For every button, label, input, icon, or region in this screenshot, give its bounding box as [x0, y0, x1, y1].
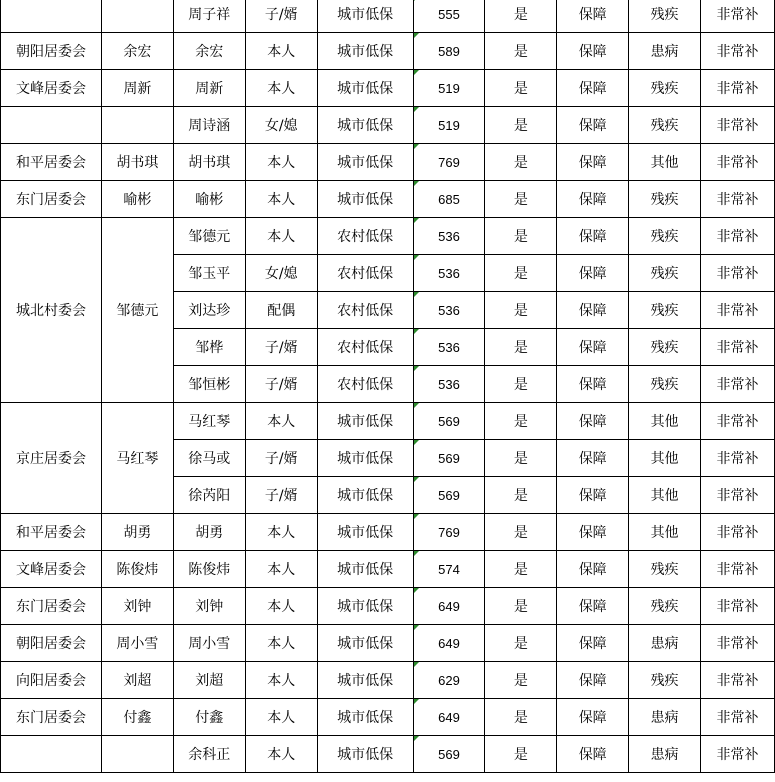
table-cell: 和平居委会 — [1, 514, 102, 551]
table-cell: 是 — [485, 107, 557, 144]
table-cell: 保障 — [557, 144, 629, 181]
table-cell: 女/媳 — [245, 107, 317, 144]
table-cell: 是 — [485, 514, 557, 551]
table-cell: 569 — [413, 440, 485, 477]
table-cell: 是 — [485, 551, 557, 588]
table-cell: 非常补 — [701, 662, 775, 699]
table-cell: 城市低保 — [317, 514, 413, 551]
table-cell: 本人 — [245, 625, 317, 662]
table-cell: 589 — [413, 33, 485, 70]
table-cell: 是 — [485, 366, 557, 403]
table-cell: 女/媳 — [245, 255, 317, 292]
table-cell: 保障 — [557, 699, 629, 736]
table-cell — [1, 736, 102, 773]
table-cell: 周新 — [173, 70, 245, 107]
table-cell: 邹恒彬 — [173, 366, 245, 403]
table-cell: 残疾 — [629, 329, 701, 366]
table-cell: 残疾 — [629, 292, 701, 329]
table-row — [1, 181, 775, 218]
table-cell: 非常补 — [701, 144, 775, 181]
table-cell: 和平居委会 — [1, 144, 102, 181]
table-cell: 685 — [413, 181, 485, 218]
table-cell: 余宏 — [101, 33, 173, 70]
table-cell: 其他 — [629, 403, 701, 440]
table-cell: 城市低保 — [317, 0, 413, 33]
table-cell: 649 — [413, 699, 485, 736]
table-row — [1, 514, 775, 551]
table-cell: 保障 — [557, 255, 629, 292]
table-row — [1, 0, 775, 33]
table-cell: 是 — [485, 699, 557, 736]
table-cell: 城市低保 — [317, 440, 413, 477]
table-row — [1, 70, 775, 107]
table-cell: 残疾 — [629, 70, 701, 107]
table-cell: 非常补 — [701, 477, 775, 514]
table-cell: 本人 — [245, 514, 317, 551]
table-cell: 刘达珍 — [173, 292, 245, 329]
table-cell: 519 — [413, 70, 485, 107]
table-cell: 保障 — [557, 477, 629, 514]
table-row — [1, 699, 775, 736]
table-cell: 非常补 — [701, 218, 775, 255]
table-cell: 胡勇 — [101, 514, 173, 551]
table-cell: 本人 — [245, 70, 317, 107]
table-cell: 649 — [413, 588, 485, 625]
table-cell: 非常补 — [701, 440, 775, 477]
table-cell: 残疾 — [629, 181, 701, 218]
table-cell: 其他 — [629, 144, 701, 181]
table-cell: 非常补 — [701, 588, 775, 625]
table-cell: 本人 — [245, 699, 317, 736]
table-cell: 569 — [413, 736, 485, 773]
table-cell: 非常补 — [701, 107, 775, 144]
table-cell: 本人 — [245, 181, 317, 218]
table-cell: 本人 — [245, 588, 317, 625]
table-cell: 是 — [485, 181, 557, 218]
table-cell: 周子祥 — [173, 0, 245, 33]
table-cell: 城市低保 — [317, 662, 413, 699]
table-cell: 保障 — [557, 33, 629, 70]
table-cell: 农村低保 — [317, 366, 413, 403]
table-cell: 非常补 — [701, 551, 775, 588]
table-cell: 胡勇 — [173, 514, 245, 551]
table-cell: 邹德元 — [173, 218, 245, 255]
table-cell: 城市低保 — [317, 33, 413, 70]
table-cell: 残疾 — [629, 0, 701, 33]
table-cell: 马红琴 — [173, 403, 245, 440]
table-cell: 文峰居委会 — [1, 551, 102, 588]
table-cell: 非常补 — [701, 625, 775, 662]
table-cell: 是 — [485, 0, 557, 33]
table-cell: 邹德元 — [101, 218, 173, 403]
table-cell: 保障 — [557, 551, 629, 588]
table-cell: 城市低保 — [317, 403, 413, 440]
table-cell: 配偶 — [245, 292, 317, 329]
table-cell: 残疾 — [629, 107, 701, 144]
table-cell: 本人 — [245, 218, 317, 255]
table-cell: 555 — [413, 0, 485, 33]
table-cell: 周小雪 — [173, 625, 245, 662]
table-cell — [101, 0, 173, 33]
table-cell: 是 — [485, 440, 557, 477]
table-cell: 城市低保 — [317, 588, 413, 625]
table-cell: 其他 — [629, 440, 701, 477]
table-cell: 是 — [485, 144, 557, 181]
table-cell: 马红琴 — [101, 403, 173, 514]
table-cell: 周诗涵 — [173, 107, 245, 144]
table-cell: 胡书琪 — [101, 144, 173, 181]
table-cell: 京庄居委会 — [1, 403, 102, 514]
table-cell: 患病 — [629, 699, 701, 736]
table-cell: 余科正 — [173, 736, 245, 773]
table-cell: 其他 — [629, 514, 701, 551]
table-cell: 574 — [413, 551, 485, 588]
table-cell — [101, 736, 173, 773]
table-cell: 是 — [485, 588, 557, 625]
table-cell: 569 — [413, 403, 485, 440]
table-cell: 子/婿 — [245, 0, 317, 33]
table-cell: 邹桦 — [173, 329, 245, 366]
table-row — [1, 736, 775, 773]
table-cell: 向阳居委会 — [1, 662, 102, 699]
table-cell: 本人 — [245, 33, 317, 70]
table-cell: 付鑫 — [101, 699, 173, 736]
table-cell: 非常补 — [701, 514, 775, 551]
table-row — [1, 662, 775, 699]
table-cell: 是 — [485, 625, 557, 662]
table-cell: 保障 — [557, 588, 629, 625]
table-cell: 残疾 — [629, 366, 701, 403]
table-cell: 是 — [485, 477, 557, 514]
table-cell: 子/婿 — [245, 329, 317, 366]
table-cell: 保障 — [557, 514, 629, 551]
table-cell: 是 — [485, 329, 557, 366]
table-cell: 是 — [485, 292, 557, 329]
table-cell: 城市低保 — [317, 551, 413, 588]
table-cell: 子/婿 — [245, 440, 317, 477]
table-cell: 本人 — [245, 403, 317, 440]
table-cell: 子/婿 — [245, 366, 317, 403]
table-cell: 朝阳居委会 — [1, 625, 102, 662]
table-cell: 本人 — [245, 736, 317, 773]
table-cell: 519 — [413, 107, 485, 144]
table-row — [1, 107, 775, 144]
table-cell: 患病 — [629, 33, 701, 70]
table-cell: 城市低保 — [317, 699, 413, 736]
table-cell — [1, 0, 102, 33]
table-cell: 非常补 — [701, 329, 775, 366]
table-cell: 769 — [413, 144, 485, 181]
table-cell: 刘超 — [101, 662, 173, 699]
table-cell: 付鑫 — [173, 699, 245, 736]
table-cell: 536 — [413, 366, 485, 403]
table-cell: 其他 — [629, 477, 701, 514]
table-cell: 陈俊炜 — [173, 551, 245, 588]
table-cell: 非常补 — [701, 70, 775, 107]
table-cell: 保障 — [557, 440, 629, 477]
table-cell: 农村低保 — [317, 329, 413, 366]
table-cell: 是 — [485, 403, 557, 440]
table-cell: 城市低保 — [317, 181, 413, 218]
table-cell: 邹玉平 — [173, 255, 245, 292]
table-cell: 是 — [485, 33, 557, 70]
table-cell: 629 — [413, 662, 485, 699]
table-cell: 患病 — [629, 736, 701, 773]
table-cell: 非常补 — [701, 181, 775, 218]
table-cell: 保障 — [557, 107, 629, 144]
table-cell: 文峰居委会 — [1, 70, 102, 107]
table-cell: 城市低保 — [317, 625, 413, 662]
table-cell: 保障 — [557, 403, 629, 440]
table-cell: 保障 — [557, 0, 629, 33]
table-cell: 刘钟 — [101, 588, 173, 625]
table-cell: 保障 — [557, 662, 629, 699]
table-cell: 保障 — [557, 329, 629, 366]
table-cell: 残疾 — [629, 218, 701, 255]
table-cell: 喻彬 — [101, 181, 173, 218]
table-cell: 非常补 — [701, 366, 775, 403]
table-cell: 536 — [413, 292, 485, 329]
table-cell: 非常补 — [701, 699, 775, 736]
table-cell: 是 — [485, 218, 557, 255]
table-cell: 保障 — [557, 292, 629, 329]
table-cell: 是 — [485, 255, 557, 292]
table-row — [1, 403, 775, 440]
table-cell: 是 — [485, 662, 557, 699]
table-cell: 是 — [485, 736, 557, 773]
table-cell: 农村低保 — [317, 255, 413, 292]
table-cell: 徐马或 — [173, 440, 245, 477]
table-cell: 徐芮阳 — [173, 477, 245, 514]
table-cell: 非常补 — [701, 33, 775, 70]
table-cell: 残疾 — [629, 588, 701, 625]
table-cell: 农村低保 — [317, 292, 413, 329]
table-cell: 周小雪 — [101, 625, 173, 662]
table-cell: 刘超 — [173, 662, 245, 699]
table-cell: 陈俊炜 — [101, 551, 173, 588]
table-cell: 残疾 — [629, 662, 701, 699]
table-cell: 本人 — [245, 551, 317, 588]
table-row — [1, 33, 775, 70]
table-cell: 胡书琪 — [173, 144, 245, 181]
table-cell: 本人 — [245, 144, 317, 181]
table-cell — [101, 107, 173, 144]
table-cell: 刘钟 — [173, 588, 245, 625]
table-cell: 536 — [413, 329, 485, 366]
table-cell: 非常补 — [701, 292, 775, 329]
table-cell: 保障 — [557, 736, 629, 773]
table-cell: 残疾 — [629, 255, 701, 292]
table-cell: 农村低保 — [317, 218, 413, 255]
table-cell: 患病 — [629, 625, 701, 662]
table-cell — [1, 107, 102, 144]
table-cell: 东门居委会 — [1, 181, 102, 218]
table-cell: 非常补 — [701, 255, 775, 292]
table-cell: 本人 — [245, 662, 317, 699]
table-cell: 城市低保 — [317, 736, 413, 773]
table-cell: 城市低保 — [317, 144, 413, 181]
table-cell: 保障 — [557, 70, 629, 107]
table-cell: 非常补 — [701, 0, 775, 33]
table-cell: 保障 — [557, 366, 629, 403]
table-cell: 朝阳居委会 — [1, 33, 102, 70]
table-cell: 保障 — [557, 181, 629, 218]
table-cell: 东门居委会 — [1, 699, 102, 736]
table-cell: 536 — [413, 255, 485, 292]
table-cell: 残疾 — [629, 551, 701, 588]
table-cell: 536 — [413, 218, 485, 255]
table-cell: 城北村委会 — [1, 218, 102, 403]
table-cell: 喻彬 — [173, 181, 245, 218]
table-cell: 城市低保 — [317, 107, 413, 144]
table-row — [1, 551, 775, 588]
table-cell: 城市低保 — [317, 477, 413, 514]
table-cell: 非常补 — [701, 403, 775, 440]
table-cell: 649 — [413, 625, 485, 662]
table-cell: 是 — [485, 70, 557, 107]
table-cell: 保障 — [557, 218, 629, 255]
table-row — [1, 588, 775, 625]
table-row — [1, 144, 775, 181]
table-cell: 东门居委会 — [1, 588, 102, 625]
table-row — [1, 625, 775, 662]
table-cell: 城市低保 — [317, 70, 413, 107]
table-cell: 保障 — [557, 625, 629, 662]
table-cell: 余宏 — [173, 33, 245, 70]
table-cell: 周新 — [101, 70, 173, 107]
table-cell: 非常补 — [701, 736, 775, 773]
table-cell: 769 — [413, 514, 485, 551]
table-cell: 569 — [413, 477, 485, 514]
table-cell: 子/婿 — [245, 477, 317, 514]
table-row — [1, 218, 775, 255]
